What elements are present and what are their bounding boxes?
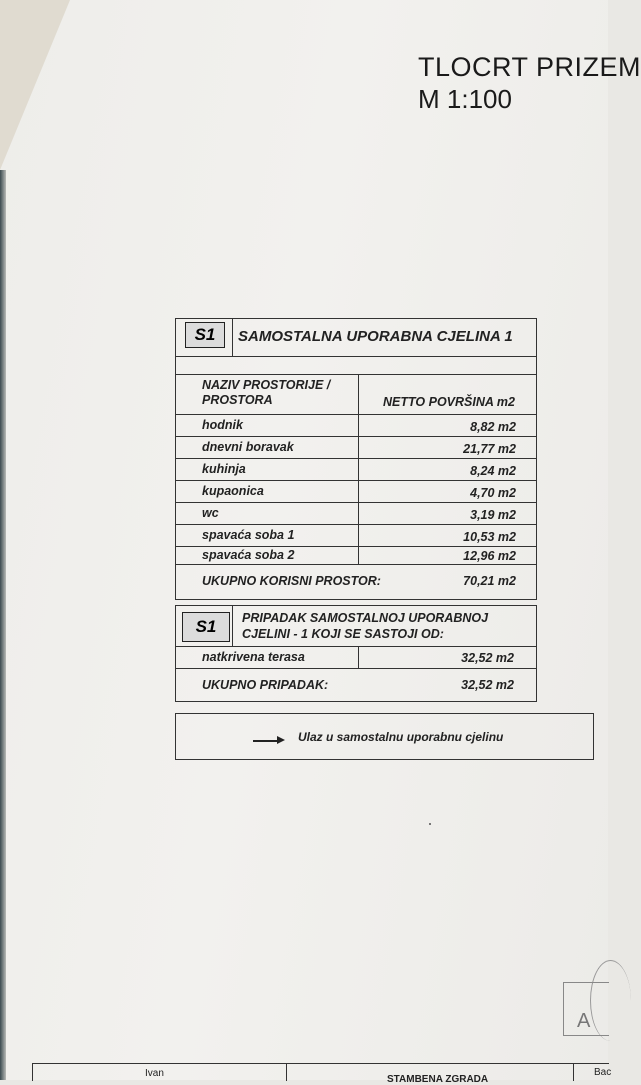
entrance-label: Ulaz u samostalnu uporabnu cjelinu bbox=[298, 730, 504, 744]
folded-corner bbox=[0, 0, 70, 170]
room-area: 8,82 m2 bbox=[470, 420, 516, 434]
table-row bbox=[176, 503, 536, 525]
divider bbox=[358, 503, 359, 524]
total-row bbox=[176, 565, 536, 599]
room-name: kuhinja bbox=[202, 462, 246, 476]
room-name: spavaća soba 2 bbox=[202, 548, 295, 562]
table-row bbox=[176, 525, 536, 547]
unit-code-badge: S1 bbox=[182, 612, 230, 642]
title-block-cell bbox=[573, 1064, 610, 1081]
table-row bbox=[176, 415, 536, 437]
column-header-row bbox=[176, 375, 536, 415]
room-area: 8,24 m2 bbox=[470, 464, 516, 478]
divider bbox=[358, 375, 359, 414]
title-block-building: STAMBENA ZGRADA bbox=[387, 1074, 489, 1085]
column-name-header-2: PROSTORA bbox=[202, 393, 273, 407]
arrow-icon bbox=[253, 740, 279, 742]
table-header-row bbox=[176, 606, 536, 647]
appurtenance-table bbox=[175, 605, 537, 702]
room-name: hodnik bbox=[202, 418, 243, 432]
appurtenance-title-2: CJELINI - 1 KOJI SE SASTOJI OD: bbox=[242, 627, 444, 641]
table-row bbox=[176, 437, 536, 459]
divider bbox=[358, 481, 359, 502]
divider bbox=[358, 525, 359, 546]
divider bbox=[358, 415, 359, 436]
room-area: 3,19 m2 bbox=[470, 508, 516, 522]
binder-edge bbox=[0, 170, 6, 1080]
room-area: 10,53 m2 bbox=[463, 530, 516, 544]
room-area: 4,70 m2 bbox=[470, 486, 516, 500]
unit-title: SAMOSTALNA UPORABNA CJELINA 1 bbox=[238, 328, 513, 345]
unit-area-table bbox=[175, 318, 537, 600]
divider bbox=[232, 319, 233, 356]
column-name-header-1: NAZIV PROSTORIJE / bbox=[202, 378, 331, 392]
speck bbox=[429, 823, 431, 825]
room-name: kupaonica bbox=[202, 484, 264, 498]
arrow-head-icon bbox=[277, 736, 285, 744]
table-header-row bbox=[176, 319, 536, 357]
unit-code-badge: S1 bbox=[185, 322, 225, 348]
title-block-name: Ivan bbox=[145, 1068, 164, 1079]
appurtenance-title-1: PRIPADAK SAMOSTALNOJ UPORABNOJ bbox=[242, 611, 489, 625]
plan-scale: M 1:100 bbox=[418, 84, 512, 114]
entrance-legend bbox=[175, 713, 594, 760]
column-area-header: NETTO POVRŠINA m2 bbox=[383, 395, 515, 409]
total-label: UKUPNO PRIPADAK: bbox=[202, 678, 329, 692]
stamp-letter-icon: A bbox=[577, 1010, 591, 1032]
title-block bbox=[32, 1063, 612, 1085]
room-name: spavaća soba 1 bbox=[202, 528, 295, 542]
total-value: 70,21 m2 bbox=[463, 574, 516, 588]
room-area: 12,96 m2 bbox=[463, 549, 516, 563]
item-name: natkrivena terasa bbox=[202, 650, 305, 664]
room-name: wc bbox=[202, 506, 219, 520]
divider bbox=[358, 547, 359, 564]
table-row bbox=[176, 459, 536, 481]
plan-title: TLOCRT PRIZEM bbox=[418, 52, 641, 82]
total-row bbox=[176, 669, 536, 701]
table-row bbox=[176, 547, 536, 565]
spacer-row bbox=[176, 357, 536, 375]
room-name: dnevni boravak bbox=[202, 440, 294, 454]
divider bbox=[358, 647, 359, 668]
item-area: 32,52 m2 bbox=[461, 651, 514, 665]
title-block-fragment: Bac bbox=[594, 1067, 612, 1078]
table-row bbox=[176, 647, 536, 669]
total-value: 32,52 m2 bbox=[461, 678, 514, 692]
divider bbox=[358, 437, 359, 458]
total-label: UKUPNO KORISNI PROSTOR: bbox=[202, 574, 381, 588]
divider bbox=[358, 459, 359, 480]
divider bbox=[232, 606, 233, 646]
room-area: 21,77 m2 bbox=[463, 442, 516, 456]
table-row bbox=[176, 481, 536, 503]
title-block-cell bbox=[286, 1064, 570, 1085]
